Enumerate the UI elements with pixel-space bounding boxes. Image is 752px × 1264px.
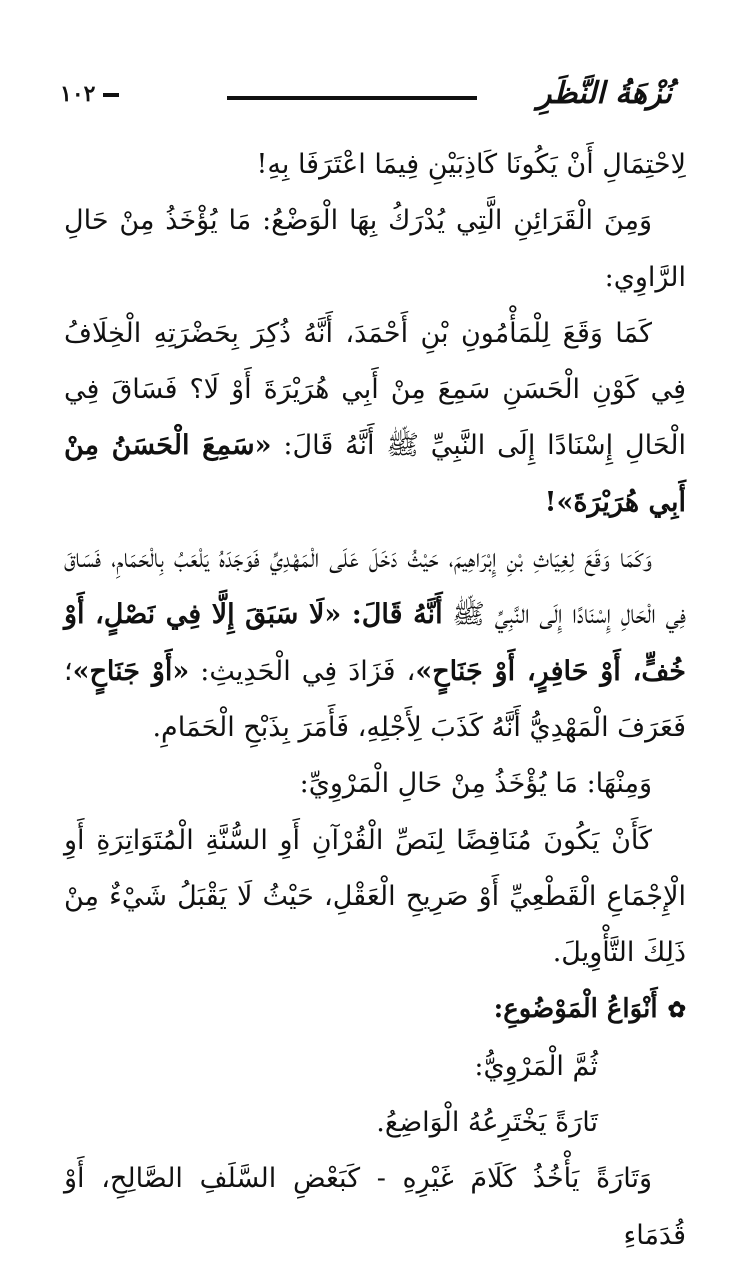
paragraph-5: وَمِنْهَا: مَا يُؤْخَذُ مِنْ حَالِ الْمَرْوِيِّ:	[299, 768, 652, 800]
line-1: ثُمَّ الْمَرْوِيُّ:	[474, 1050, 598, 1082]
paragraph-2: وَمِنَ الْقَرَائِنِ الَّتِي يُدْرَكُ بِهَا الْوَضْعُ: مَا يُؤْخَذُ مِنْ حَالِ الرَّاوِي:	[64, 205, 686, 293]
running-title: نُزْهَةُ النَّظَرِ	[537, 76, 672, 111]
line-2: تَارَةً يَخْتَرِعُهُ الْوَاضِعُ.	[376, 1107, 598, 1139]
paragraph-4-text: وَكَمَا وَقَعَ لِغِيَاثِ بْنِ إِبْرَاهِيمَ، حَيْثُ دَخَلَ عَلَى الْمَهْدِيِّ فَوَجَدَهُ يَلْعَبُ بِالْحَمَامِ، فَسَاقَ فِي الْحَالِ إِسْنَادًا إِلَى النَّبِيِّ ﷺ	[64, 543, 687, 631]
section-heading-text: أَنْوَاعُ الْمَوْضُوعِ:	[493, 994, 658, 1025]
hadith-quote-2: أَنَّهُ قَالَ: «لَا سَبَقَ إِلَّا فِي نَصْلٍ، أَوْ خُفٍّ، أَوْ حَافِرٍ، أَوْ جَنَاحٍ»	[64, 599, 686, 687]
paragraph-4-mid: ، فَزَادَ فِي الْحَدِيثِ:	[189, 655, 416, 687]
paragraph-4	[64, 531, 686, 756]
page-body	[64, 137, 686, 1264]
header-rule	[227, 96, 477, 100]
added-phrase-quote: «أَوْ جَنَاحٍ»	[72, 655, 190, 687]
paragraph-1: لِاحْتِمَالِ أَنْ يَكُونَا كَاذِبَيْنِ فِيمَا اعْتَرَفَا بِهِ!	[256, 149, 686, 180]
line-3: وَتَارَةً يَأْخُذُ كَلَامَ غَيْرِهِ - كَبَعْضِ السَّلَفِ الصَّالِحِ، أَوْ قُدَمَاءِ	[64, 1163, 686, 1251]
page-number: ١٠٢	[60, 72, 119, 116]
paragraph-3-text: كَمَا وَقَعَ لِلْمَأْمُونِ بْنِ أَحْمَدَ، أَنَّهُ ذُكِرَ بِحَضْرَتِهِ الْخِلَافُ فِي كَوْنِ الْحَسَنِ سَمِعَ مِنْ أَبِي هُرَيْرَةَ أَوْ لَا؟ فَسَاقَ فِي الْحَالِ إِسْنَادًا إِلَى النَّبِيِّ ﷺ أَنَّهُ قَالَ:	[64, 317, 686, 462]
section-heading	[64, 981, 686, 1038]
flower-ornament-icon: ✿	[667, 997, 686, 1024]
paragraph-4-end: ؛ فَعَرَفَ الْمَهْدِيُّ أَنَّهُ كَذَبَ لِأَجْلِهِ، فَأَمَرَ بِذَبْحِ الْحَمَامِ.	[64, 655, 686, 743]
paragraph-6: كَأَنْ يَكُونَ مُنَاقِضًا لِنَصِّ الْقُرْآنِ أَوِ السُّنَّةِ الْمُتَوَاتِرَةِ أَوِ الْإِجْمَاعِ الْقَطْعِيِّ أَوْ صَرِيحِ الْعَقْلِ، حَيْثُ لَا يَقْبَلُ شَيْءٌ مِنْ ذَلِكَ التَّأْوِيلَ.	[64, 824, 686, 969]
page-header	[60, 72, 672, 122]
hadith-quote-1: «سَمِعَ الْحَسَنُ مِنْ أَبِي هُرَيْرَةَ»!	[64, 430, 686, 518]
paragraph-3	[64, 306, 686, 531]
